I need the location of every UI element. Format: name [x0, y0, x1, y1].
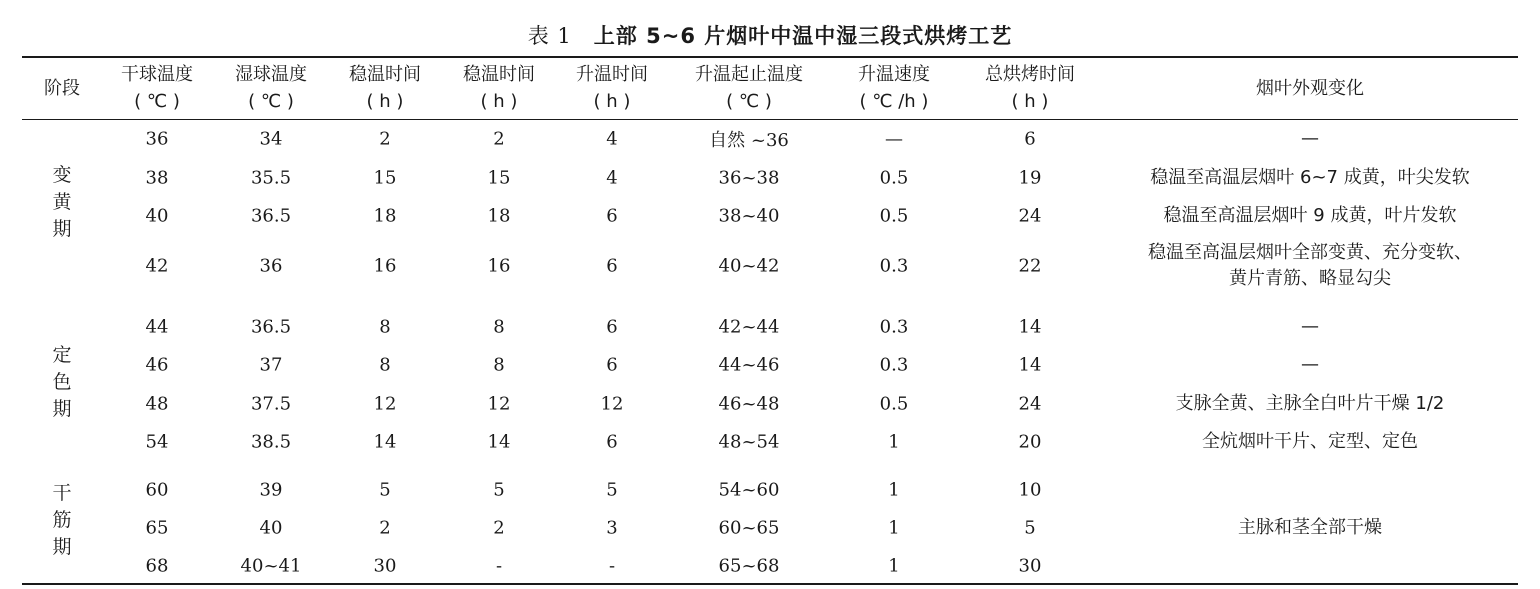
column-header-unit: ( h )	[593, 91, 631, 112]
column-header	[444, 58, 554, 118]
table-cell: 8	[379, 316, 391, 338]
appearance-change	[1301, 352, 1319, 378]
appearance-line: 支脉全黄、主脉全白叶片干燥 1/2	[1175, 393, 1445, 414]
table-cell: 36	[145, 128, 169, 150]
column-header	[22, 58, 102, 118]
table-cell: 0.3	[879, 255, 909, 277]
table-cell: 6	[606, 205, 618, 227]
table-cell: 5	[606, 479, 618, 501]
table-cell: 36.5	[250, 205, 292, 227]
table-cell: 2	[493, 517, 505, 539]
table-cell: 4	[606, 167, 618, 189]
table-cell: 1	[888, 479, 900, 501]
table-cell: 38~40	[718, 205, 780, 227]
appearance-line: 稳温至高温层烟叶 9 成黄，叶片发软	[1163, 205, 1457, 226]
appearance-change	[1301, 126, 1319, 152]
table-cell: 37.5	[250, 393, 292, 415]
appearance-change	[1148, 240, 1472, 292]
appearance-change	[1164, 203, 1457, 229]
table-cell: 1	[888, 517, 900, 539]
column-header-unit: ( ℃ )	[248, 91, 294, 112]
table-cell: 12	[600, 393, 624, 415]
appearance-line: —	[1301, 316, 1319, 337]
table-cell: 48	[145, 393, 169, 415]
appearance-change	[1176, 391, 1445, 417]
stage-char: 变	[52, 164, 72, 186]
table-cell: 46	[145, 354, 169, 376]
column-header-label: 升温时间	[576, 64, 648, 85]
column-header-unit: ( h )	[1011, 91, 1049, 112]
header-rule	[22, 119, 1518, 120]
stage-char: 干	[52, 482, 72, 504]
table-number: 表 1	[527, 24, 572, 48]
table-cell: 0.5	[879, 205, 909, 227]
table-cell: 40	[145, 205, 169, 227]
table-cell: 36	[259, 255, 283, 277]
stage-char: 定	[52, 344, 72, 366]
table-cell: 54~60	[718, 479, 780, 501]
stage-label	[47, 342, 77, 423]
column-header-label: 湿球温度	[235, 64, 307, 85]
appearance-change	[1238, 515, 1382, 541]
table-cell: 6	[606, 316, 618, 338]
stage-char: 期	[52, 536, 72, 558]
table-cell: 39	[259, 479, 283, 501]
table-cell: 0.3	[879, 316, 909, 338]
table-cell: 15	[487, 167, 511, 189]
column-header	[107, 58, 207, 118]
column-header-label: 升温起止温度	[695, 64, 803, 85]
table-cell: 60	[145, 479, 169, 501]
column-header	[1090, 58, 1530, 118]
table-cell: -	[495, 555, 503, 577]
bottom-rule	[22, 583, 1518, 585]
table-title-text: 上部 5~6 片烟叶中温中湿三段式烘烤工艺	[593, 24, 1013, 48]
stage-char: 期	[52, 218, 72, 240]
table-cell: 自然 ~36	[709, 130, 789, 151]
column-header	[330, 58, 440, 118]
table-cell: 65~68	[718, 555, 780, 577]
table-cell: 34	[259, 128, 283, 150]
table-cell: 12	[487, 393, 511, 415]
table-cell: 5	[1024, 517, 1036, 539]
table-cell: 12	[373, 393, 397, 415]
table-cell: 6	[1024, 128, 1036, 150]
column-header-unit: ( ℃ )	[134, 91, 180, 112]
table-cell: 42	[145, 255, 169, 277]
appearance-line: 稳温至高温层烟叶全部变黄、充分变软、	[1148, 242, 1472, 263]
table-cell: 35.5	[250, 167, 292, 189]
table-cell: 3	[606, 517, 618, 539]
table-cell: 14	[1018, 316, 1042, 338]
table-cell: 37	[259, 354, 283, 376]
column-header	[669, 58, 829, 118]
table-cell: 40	[259, 517, 283, 539]
table-cell: 0.5	[879, 393, 909, 415]
table-cell: 2	[379, 517, 391, 539]
table-cell: 44	[145, 316, 169, 338]
table-cell: 1	[888, 555, 900, 577]
column-header	[965, 58, 1095, 118]
column-header	[834, 58, 954, 118]
table-cell: 54	[145, 431, 169, 453]
table-cell: 5	[493, 479, 505, 501]
table-cell: 48~54	[718, 431, 780, 453]
table-cell: 14	[487, 431, 511, 453]
table-cell: 8	[493, 316, 505, 338]
table-cell: 16	[487, 255, 511, 277]
table-cell: 46~48	[718, 393, 780, 415]
table-cell: 8	[493, 354, 505, 376]
table-cell: 30	[373, 555, 397, 577]
table-cell: 18	[373, 205, 397, 227]
appearance-change	[1150, 165, 1469, 191]
table-cell: 14	[1018, 354, 1042, 376]
table-cell: 36.5	[250, 316, 292, 338]
table-cell: 10	[1018, 479, 1042, 501]
table-cell: 60~65	[718, 517, 780, 539]
stage-char: 色	[52, 371, 72, 393]
table-cell: 20	[1018, 431, 1042, 453]
column-header-label: 总烘烤时间	[985, 64, 1075, 85]
table-cell: 24	[1018, 393, 1042, 415]
table-cell: 36~38	[718, 167, 780, 189]
table-cell: 0.5	[879, 167, 909, 189]
table-cell: 2	[379, 128, 391, 150]
table-cell: 14	[373, 431, 397, 453]
appearance-line: —	[1301, 354, 1319, 375]
table-cell: 38	[145, 167, 169, 189]
column-header-label: 稳温时间	[349, 64, 421, 85]
table-cell: 40~41	[240, 555, 302, 577]
column-header-label: 干球温度	[121, 64, 193, 85]
table-cell: 30	[1018, 555, 1042, 577]
column-header-unit: ( ℃ )	[726, 91, 772, 112]
stage-label	[47, 480, 77, 561]
appearance-line: 全炕烟叶干片、定型、定色	[1202, 431, 1418, 452]
column-header	[557, 58, 667, 118]
table-cell: -	[608, 555, 616, 577]
stage-char: 黄	[52, 191, 72, 213]
stage-label	[47, 162, 77, 243]
appearance-line: 主脉和茎全部干燥	[1238, 517, 1382, 538]
column-header-label: 稳温时间	[463, 64, 535, 85]
appearance-line: 稳温至高温层烟叶 6~7 成黄，叶尖发软	[1150, 167, 1470, 188]
table-cell: 4	[606, 128, 618, 150]
table-cell: 5	[379, 479, 391, 501]
table-cell: 6	[606, 354, 618, 376]
table-cell: 15	[373, 167, 397, 189]
table-cell: 19	[1018, 167, 1042, 189]
column-header-label: 升温速度	[858, 64, 930, 85]
column-header-label: 阶段	[44, 77, 80, 99]
table-cell: 24	[1018, 205, 1042, 227]
appearance-change	[1301, 314, 1319, 340]
appearance-line: 黄片青筋、略显勾尖	[1229, 268, 1391, 289]
stage-char: 筋	[52, 509, 72, 531]
appearance-line: —	[1301, 128, 1319, 149]
table-cell: 22	[1018, 255, 1042, 277]
table-cell: 68	[145, 555, 169, 577]
table-cell: 2	[493, 128, 505, 150]
table-cell: 42~44	[718, 316, 780, 338]
table-cell: 1	[888, 431, 900, 453]
table-cell: 44~46	[718, 354, 780, 376]
column-header-unit: ( ℃ /h )	[859, 91, 929, 112]
appearance-change	[1202, 429, 1418, 455]
stage-char: 期	[52, 398, 72, 420]
table-cell: 16	[373, 255, 397, 277]
table-cell: 6	[606, 431, 618, 453]
table-cell: 6	[606, 255, 618, 277]
table-cell: 0.3	[879, 354, 909, 376]
table-cell: 65	[145, 517, 169, 539]
table-title	[0, 20, 1540, 50]
column-header-unit: ( h )	[480, 91, 518, 112]
column-header	[216, 58, 326, 118]
table-cell: 38.5	[250, 431, 292, 453]
column-header-label: 烟叶外观变化	[1256, 77, 1364, 99]
column-header-unit: ( h )	[366, 91, 404, 112]
table-cell: 18	[487, 205, 511, 227]
table-cell: —	[885, 128, 903, 150]
table-cell: 40~42	[718, 255, 780, 277]
table-cell: 8	[379, 354, 391, 376]
